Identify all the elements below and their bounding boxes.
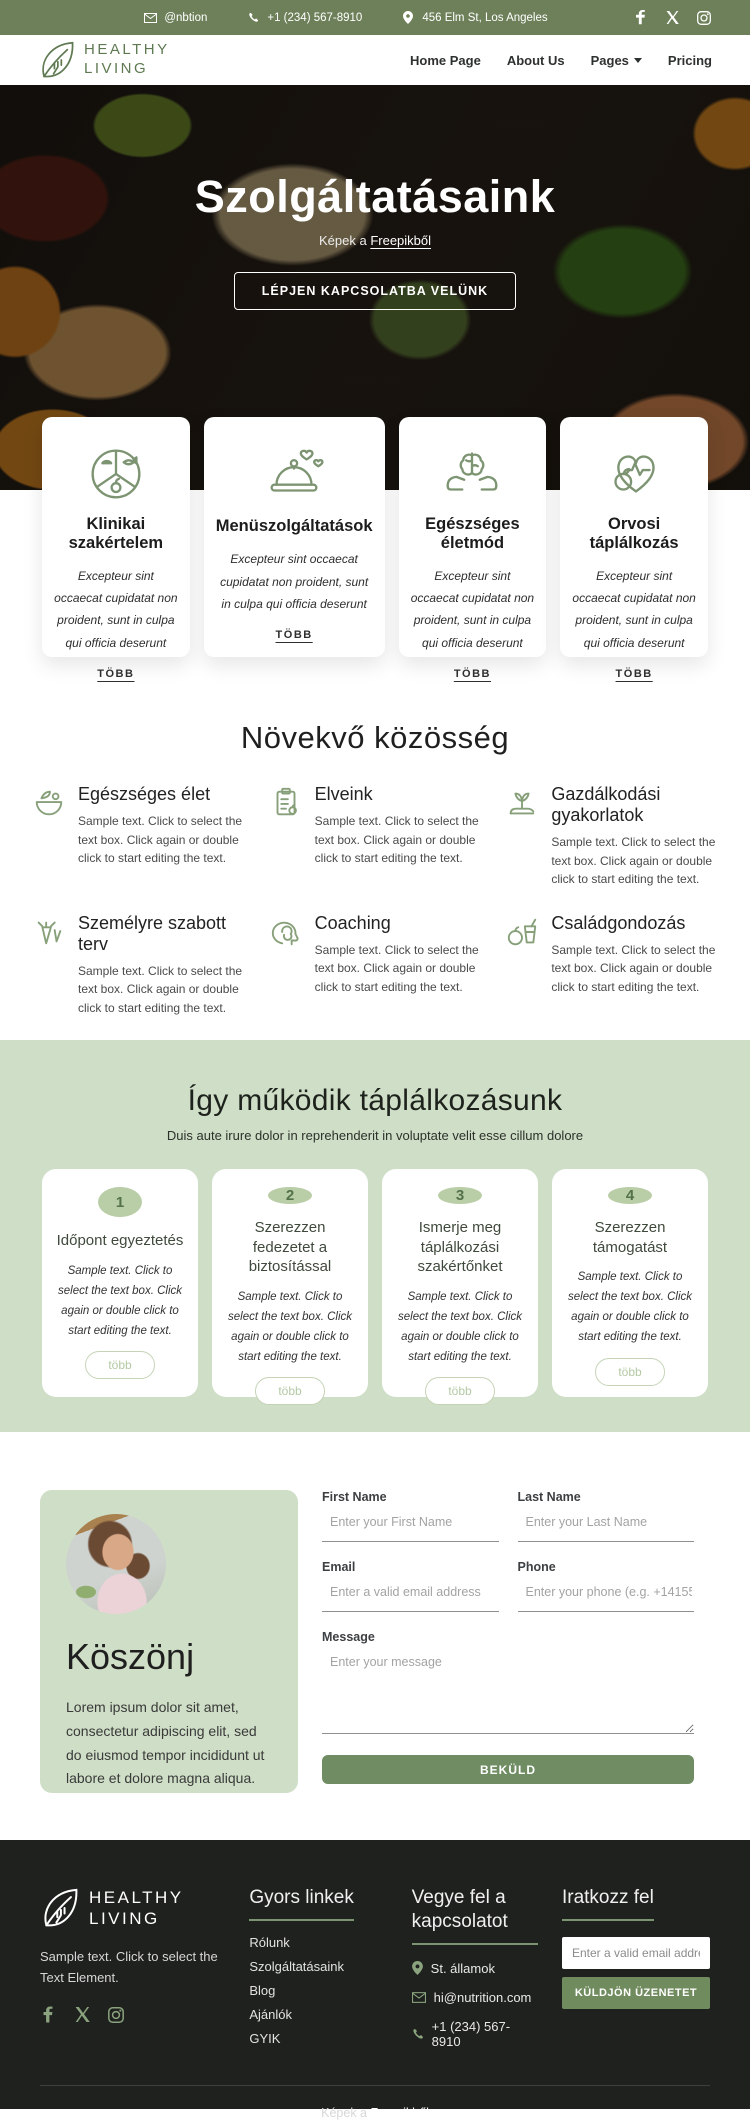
step-more-button[interactable]: több: [595, 1358, 664, 1386]
footer-phone[interactable]: +1 (234) 567-8910: [412, 2019, 538, 2049]
service-title: Menüszolgáltatások: [215, 517, 373, 536]
instagram-icon[interactable]: [108, 2007, 124, 2023]
step-number-badge: 2: [268, 1187, 312, 1204]
process-title: Így működik táplálkozásunk: [187, 1084, 563, 1117]
carrots-icon: [32, 915, 66, 949]
nutritionist-avatar: [66, 1514, 166, 1614]
freepik-link[interactable]: Freepikből: [370, 233, 432, 248]
footer-address[interactable]: St. államok: [412, 1961, 538, 1976]
feature-item: [32, 913, 245, 1018]
last-name-field[interactable]: [518, 1508, 695, 1542]
email-field-wrap: [322, 1560, 499, 1612]
feature-text: Sample text. Click to select the text box. Click again or double click to start editing the text.: [314, 942, 479, 994]
footer-about-text: Sample text. Click to select the Text Element.: [40, 1949, 218, 1986]
quick-links-list: [249, 1935, 387, 2046]
greeting-title: Köszönj: [66, 1636, 195, 1677]
step-number-badge: 1: [98, 1187, 142, 1217]
message-field[interactable]: [322, 1648, 694, 1734]
step-title: Időpont egyeztetés: [56, 1232, 184, 1249]
email-icon: [142, 10, 158, 26]
phone-icon: [245, 10, 261, 26]
salad-bowl-icon: [32, 786, 66, 820]
topbar-phone[interactable]: +1 (234) 567-8910: [245, 10, 362, 26]
subscribe-title: Iratkozz fel: [562, 1886, 654, 1921]
service-cards-row: [0, 417, 750, 680]
feature-item: [269, 784, 482, 889]
first-name-label: First Name: [322, 1490, 387, 1504]
feature-text: Sample text. Click to select the text box. Click again or double click to start editing the text.: [314, 814, 479, 866]
brand-text: HEALTHY LIVING: [84, 41, 170, 77]
first-name-field[interactable]: [322, 1508, 499, 1542]
subscribe-email-field[interactable]: [562, 1937, 710, 1969]
step-title: Szerezzen fedezetet a biztosítással: [248, 1219, 332, 1275]
service-more-link[interactable]: TÖBB: [453, 667, 491, 680]
brand-logo[interactable]: [38, 39, 170, 81]
chevron-down-icon: [634, 58, 642, 63]
quick-links-title: Gyors linkek: [249, 1886, 354, 1921]
topbar-email[interactable]: @nbtion: [142, 10, 207, 26]
service-card: [560, 417, 708, 680]
feature-title: Gazdálkodási gyakorlatok: [551, 784, 661, 825]
freepik-link[interactable]: Freepikből: [370, 2105, 429, 2120]
main-nav: [410, 53, 712, 68]
greeting-text: Lorem ipsum dolor sit amet, consectetur adipiscing elit, sed do eiusmod tempor incididunt ut labore et dolore magna aliqua.: [66, 1699, 265, 1787]
nav-pricing[interactable]: Pricing: [667, 52, 712, 68]
step-text: Sample text. Click to select the text box. Click again or double click to start editing the text.: [568, 1271, 692, 1344]
feature-item: [32, 784, 245, 889]
footer-contact-title: Vegye fel a kapcsolatot: [412, 1886, 538, 1945]
feature-title: Egészséges élet: [78, 784, 211, 804]
service-card: [42, 417, 190, 680]
step-card: [42, 1169, 198, 1397]
service-text: Excepteur sint occaecat cupidatat non proident, sunt in culpa qui officia deserunt: [220, 552, 369, 611]
process-subtitle: Duis aute irure dolor in reprehenderit in voluptate velit esse cillum dolore: [166, 1128, 584, 1143]
step-card: [212, 1169, 368, 1397]
contact-form: [322, 1490, 694, 1840]
feature-title: Elveink: [314, 784, 373, 804]
hands-brain-icon: [437, 437, 507, 507]
step-title: Szerezzen támogatást: [592, 1219, 668, 1256]
topbar-social: [632, 10, 712, 26]
step-card: [382, 1169, 538, 1397]
coaching-head-icon: [269, 915, 303, 949]
nav-pages[interactable]: Pages: [591, 53, 642, 68]
features-grid: [32, 784, 718, 1018]
instagram-icon[interactable]: [696, 10, 712, 26]
feature-text: Sample text. Click to select the text box. Click again or double click to start editing the text.: [551, 835, 716, 887]
contact-section: [0, 1432, 750, 1840]
hero-title: Szolgáltatásaink: [194, 171, 556, 222]
last-name-label: Last Name: [517, 1490, 581, 1504]
service-text: Excepteur sint occaecat cupidatat non proident, sunt in culpa qui officia deserunt: [572, 569, 696, 650]
facebook-icon[interactable]: [632, 10, 648, 26]
feature-title: Coaching: [314, 912, 391, 933]
nav-home[interactable]: Home Page: [410, 52, 481, 68]
last-name-field-wrap: [518, 1490, 695, 1542]
apple-juice-icon: [505, 915, 539, 949]
x-icon[interactable]: [664, 10, 680, 26]
feature-item: [269, 913, 482, 1018]
contact-cta-button[interactable]: LÉPJEN KAPCSOLATBA VELÜNK: [234, 272, 516, 310]
submit-button[interactable]: BEKÜLD: [322, 1755, 694, 1784]
footer-link-services[interactable]: Szolgáltatásaink: [249, 1958, 344, 1974]
footer-brand-text: HEALTHY LIVING: [89, 1887, 184, 1928]
site-footer: [0, 1840, 750, 2120]
process-steps: [42, 1169, 708, 1397]
community-title: Növekvő közösség: [240, 720, 510, 755]
step-title: Ismerje meg táplálkozási szakértőnket: [417, 1219, 503, 1275]
footer-brand-column: [40, 1886, 225, 2063]
step-more-button[interactable]: több: [85, 1351, 154, 1379]
service-title: Egészséges életmód: [425, 515, 520, 552]
location-pin-icon: [412, 1961, 423, 1975]
feature-text: Sample text. Click to select the text box. Click again or double click to start editing the text.: [78, 814, 243, 866]
feature-item: [505, 784, 718, 889]
service-text: Excepteur sint occaecat cupidatat non proident, sunt in culpa qui officia deserunt: [410, 569, 535, 650]
community-section: [0, 657, 750, 1040]
service-text: Excepteur sint occaecat cupidatat non proident, sunt in culpa qui officia deserunt: [54, 569, 178, 650]
dietary-globe-icon: [81, 437, 151, 507]
topbar-address[interactable]: 456 Elm St, Los Angeles: [400, 10, 547, 26]
feature-text: Sample text. Click to select the text box. Click again or double click to start editing the text.: [551, 942, 716, 994]
facebook-icon[interactable]: [40, 2007, 56, 2023]
email-icon: [412, 1992, 426, 2003]
service-more-link[interactable]: TÖBB: [97, 667, 135, 680]
site-header: [0, 35, 750, 85]
leaf-fork-logo-icon: [38, 39, 76, 81]
menu-cloche-icon: [259, 437, 329, 509]
footer-brand-logo[interactable]: [40, 1886, 225, 1930]
footer-contact-column: [412, 1886, 538, 2063]
feature-title: Családgondozás: [551, 912, 686, 933]
message-field-wrap: [322, 1630, 694, 1739]
subscribe-button[interactable]: KÜLDJÖN ÜZENETET: [562, 1977, 710, 2009]
footer-link-about[interactable]: Rólunk: [249, 1934, 290, 1950]
top-bar: [0, 0, 750, 35]
clipboard-checklist-icon: [269, 786, 303, 820]
step-text: Sample text. Click to select the text box. Click again or double click to start editing the text.: [398, 1290, 522, 1363]
footer-link-blog[interactable]: Blog: [249, 1982, 276, 1998]
hero-image-credit: Képek a Freepikből: [318, 233, 432, 248]
step-text: Sample text. Click to select the text box. Click again or double click to start editing the text.: [58, 1264, 182, 1337]
message-label: Message: [322, 1630, 375, 1644]
process-section: [0, 1040, 750, 1432]
sprout-hand-icon: [505, 786, 539, 820]
step-more-button[interactable]: több: [425, 1377, 494, 1405]
service-title: Klinikai szakértelem: [68, 515, 164, 552]
phone-label: Phone: [517, 1560, 556, 1574]
step-number-badge: 3: [438, 1187, 482, 1204]
x-icon[interactable]: [74, 2007, 90, 2023]
step-card: [552, 1169, 708, 1397]
heart-apple-pulse-icon: [599, 437, 669, 507]
service-card: [399, 417, 547, 680]
step-more-button[interactable]: több: [255, 1377, 324, 1405]
email-field[interactable]: [322, 1578, 499, 1612]
service-title: Orvosi táplálkozás: [589, 515, 679, 552]
phone-icon: [412, 2028, 424, 2040]
location-pin-icon: [400, 10, 416, 26]
nav-about[interactable]: About Us: [506, 52, 565, 68]
leaf-fork-logo-icon: [40, 1886, 80, 1930]
footer-subscribe-column: [562, 1886, 710, 2063]
footer-link-testimonials[interactable]: Ajánlók: [249, 2006, 292, 2022]
footer-credit: Képek a Freepikből: [40, 2085, 710, 2120]
footer-social: [40, 2007, 225, 2023]
greeting-card: [40, 1490, 298, 1793]
topbar-contacts: [142, 10, 547, 26]
feature-item: [505, 913, 718, 1018]
feature-text: Sample text. Click to select the text box. Click again or double click to start editing the text.: [78, 963, 243, 1015]
footer-link-faq[interactable]: GYIK: [249, 2030, 281, 2046]
service-more-link[interactable]: TÖBB: [615, 667, 653, 680]
feature-title: Személyre szabott terv: [78, 912, 227, 954]
step-text: Sample text. Click to select the text box. Click again or double click to start editing the text.: [228, 1290, 352, 1363]
phone-field[interactable]: [518, 1578, 695, 1612]
footer-email[interactable]: hi@nutrition.com: [412, 1990, 538, 2005]
step-number-badge: 4: [608, 1187, 652, 1204]
phone-field-wrap: [518, 1560, 695, 1612]
first-name-field-wrap: [322, 1490, 499, 1542]
service-more-link[interactable]: TÖBB: [275, 629, 313, 641]
service-card: [204, 417, 385, 657]
footer-quick-links-column: [249, 1886, 387, 2063]
email-label: Email: [322, 1560, 356, 1574]
